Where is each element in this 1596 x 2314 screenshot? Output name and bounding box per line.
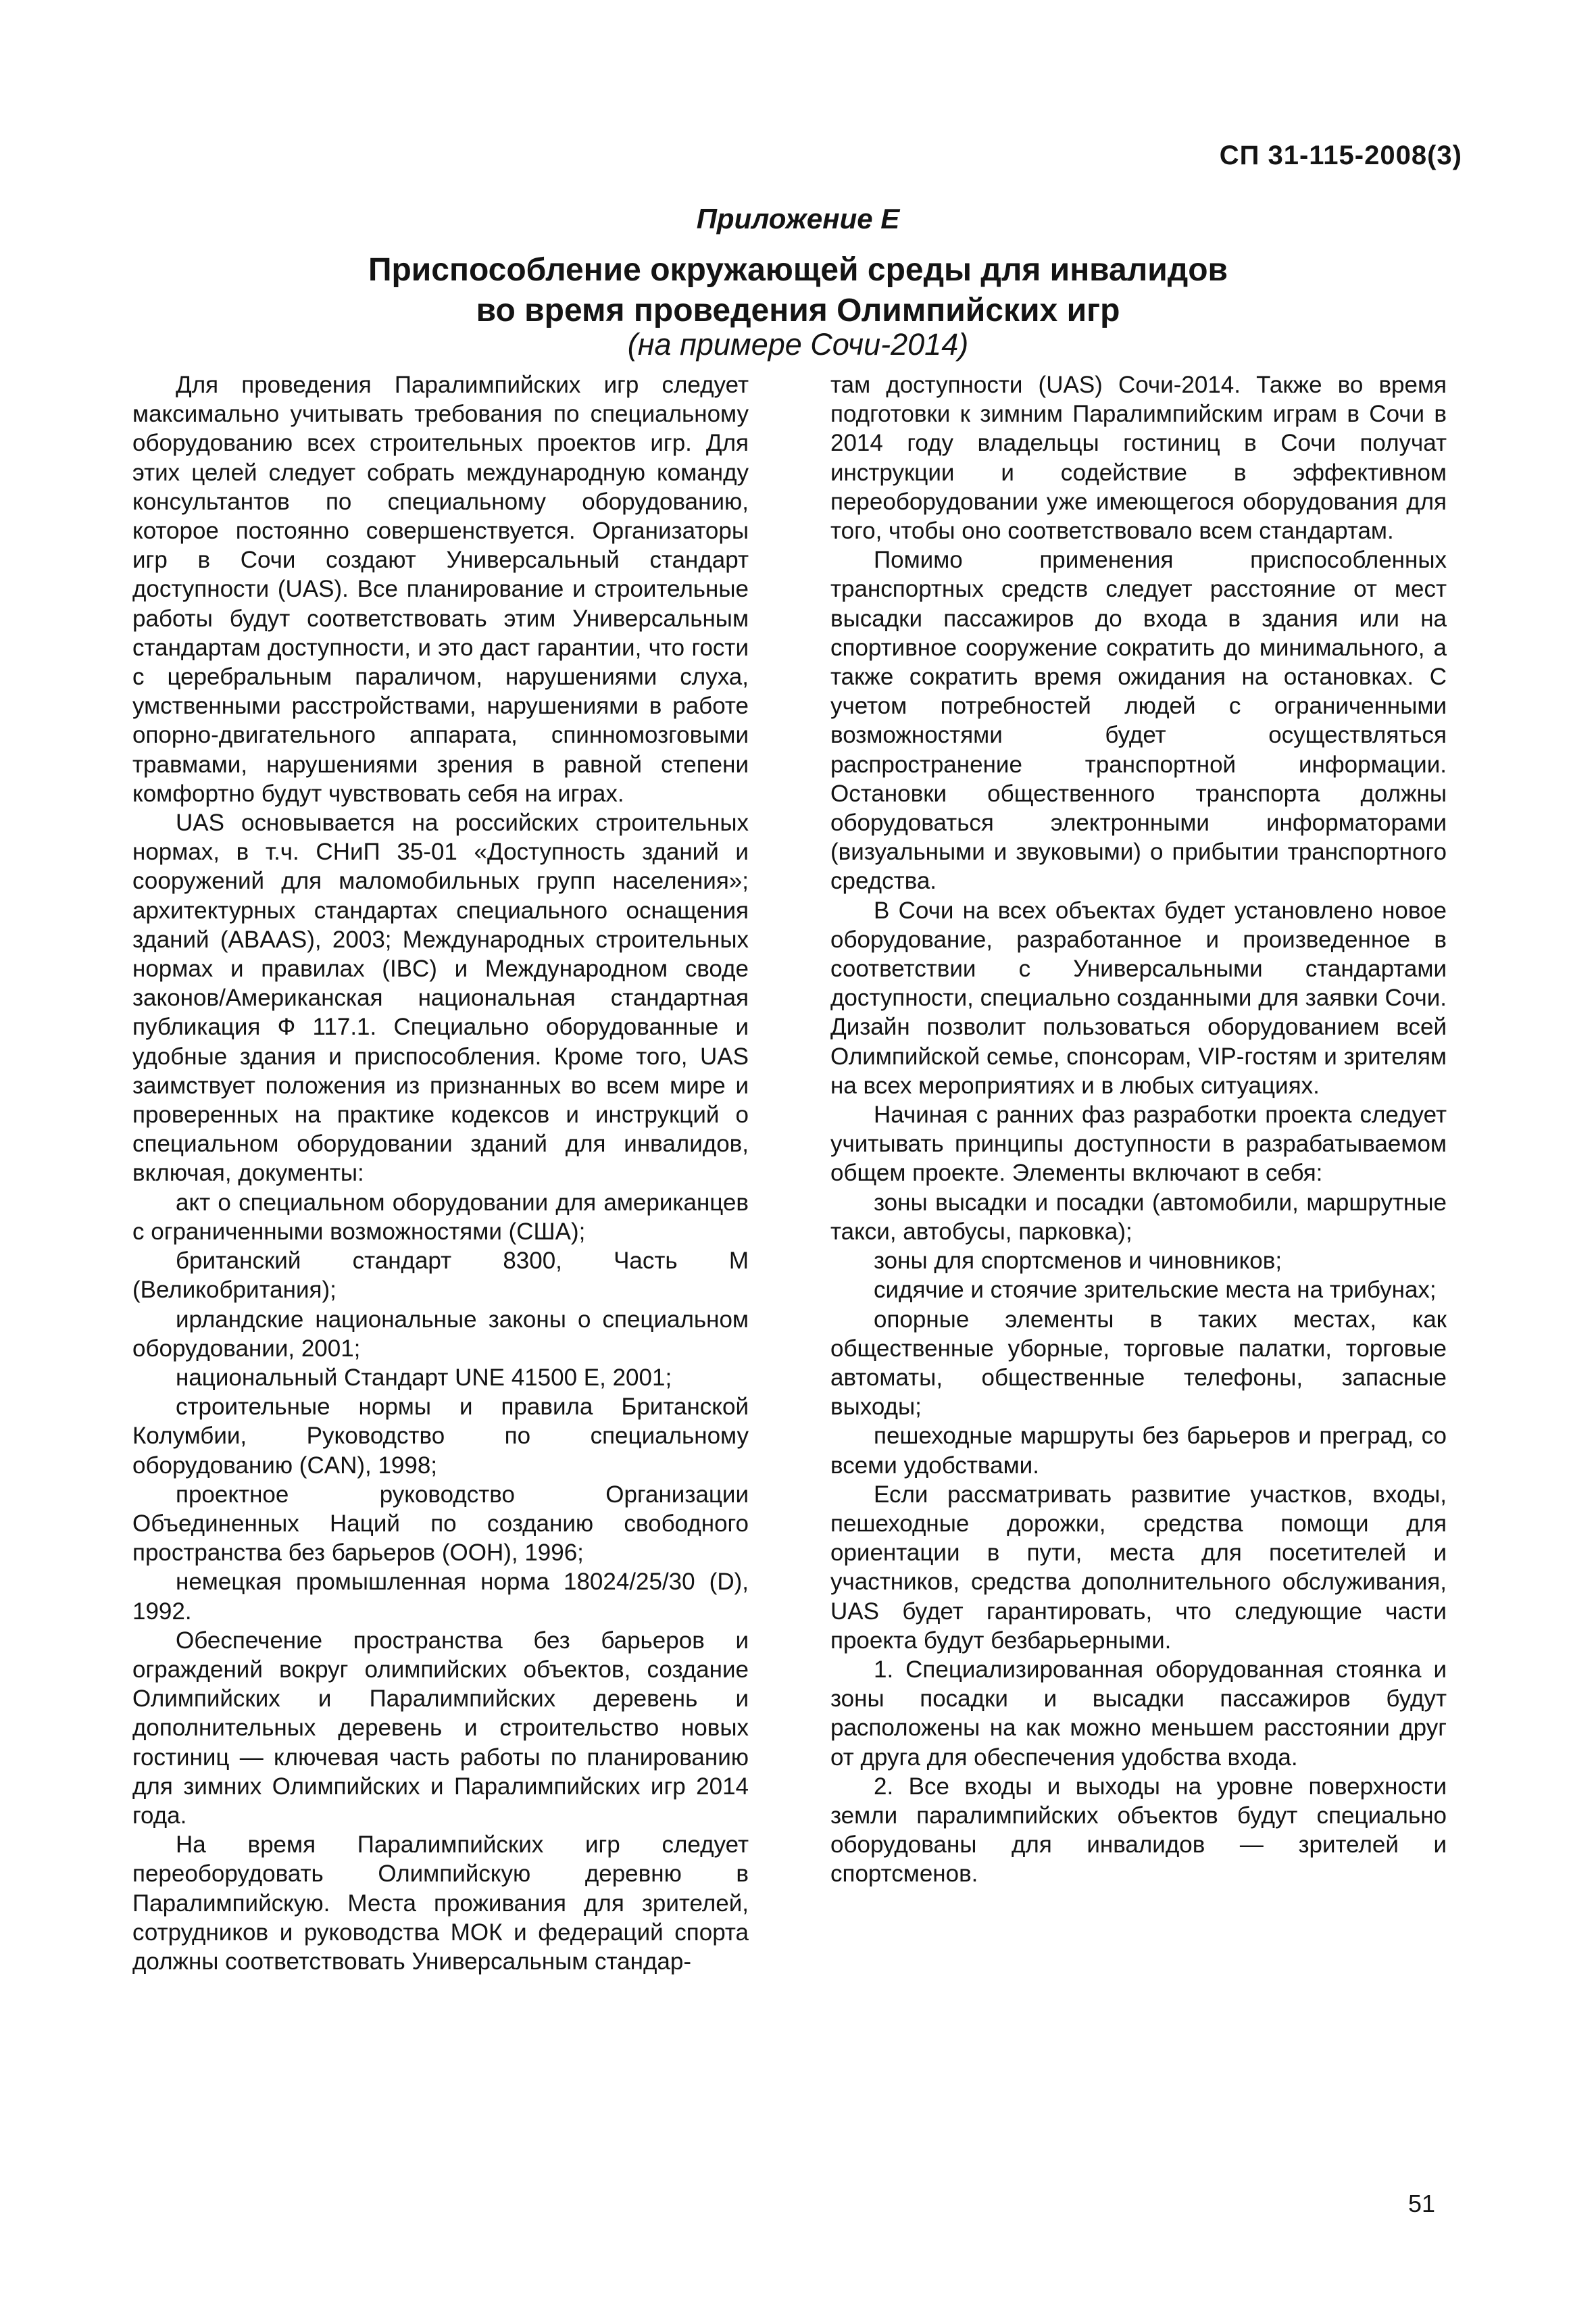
paragraph: На время Паралимпийских игр следует переоборудовать Олимпийскую деревню в Паралимпийскую. Места проживания для зрителей, сотрудников и руководства МОК и федераций спорта должны соответствовать Универсальным стандар- — [132, 1831, 749, 1975]
list-item: ирландские национальные законы о специальном оборудовании, 2001; — [132, 1306, 749, 1362]
list-item: британский стандарт 8300, Часть М (Великобритания); — [132, 1248, 749, 1304]
list-item: строительные нормы и правила Британской Колумбии, Руководство по специальному оборудованию (CAN), 1998; — [132, 1394, 749, 1479]
numbered-item: 2. Все входы и выходы на уровне поверхности земли паралимпийских объектов будут специально оборудованы для инвалидов — зрителей и спортсменов. — [830, 1773, 1447, 1888]
document-code: СП 31-115-2008(3) — [1219, 141, 1462, 170]
list-item: зоны для спортсменов и чиновников; — [874, 1248, 1282, 1275]
appendix-label: Приложение Е — [696, 203, 900, 235]
paragraph-continued: там доступности (UAS) Сочи-2014. Также во время подготовки к зимним Паралимпийским играм в Сочи в 2014 году владельцы гостиниц в Сочи получат инструкции и содействие в эффективном переоборудовании уже имеющегося оборудования для того, чтобы оно соответствовало всем стандартам. — [830, 372, 1447, 545]
paragraph: Начиная с ранних фаз разработки проекта следует учитывать принципы доступности в разрабатываемом общем проекте. Элементы включают в себя: — [830, 1102, 1447, 1187]
paragraph: Помимо применения приспособленных транспортных средств следует расстояние от мест высадки пассажиров до входа в здания или на спортивное сооружение сократить до минимального, а также сократить время ожидания на остановках. С учетом потребностей людей с ограниченными возможностями будет осуществляться распространение транспортной информации. Остановки общественного транспорта должны оборудоваться электронными информаторами (визуальными и звуковыми) о прибытии транспортного средства. — [830, 547, 1447, 895]
list-item: акт о специальном оборудовании для американцев с ограниченными возможностями (США); — [132, 1189, 749, 1245]
title-line-1: Приспособление окружающей среды для инвалидов — [368, 252, 1228, 288]
paragraph: UAS основывается на российских строительных нормах, в т.ч. СНиП 35-01 «Доступность зданий и сооружений для маломобильных групп населения»; архитектурных стандартах специального оснащения зданий (ABAAS), 2003; Международных строительных нормах и правилах (IBC) и Международном своде законов/Американская национальная стандартная публикация Ф 117.1. Специально оборудованные и удобные здания и приспособления. Кроме того, UAS заимствует положения из признанных во всем мире и проверенных на практике кодексов и инструкций о специальном оборудовании зданий для инвалидов, включая, документы: — [132, 810, 749, 1187]
right-column — [830, 370, 1447, 1889]
list-item: сидячие и стоячие зрительские места на трибунах; — [874, 1277, 1437, 1304]
list-item: немецкая промышленная норма 18024/25/30 (D), 1992. — [132, 1569, 749, 1625]
paragraph: В Сочи на всех объектах будет установлено новое оборудование, разработанное и произведенное в соответствии с Универсальными стандартами доступности, специально созданными для заявки Сочи. Дизайн позволит пользоваться оборудованием всей Олимпийской семье, спонсорам, VIP-гостям и зрителям на всех мероприятиях и в любых ситуациях. — [830, 897, 1447, 1099]
page-number: 51 — [1408, 2190, 1436, 2217]
left-column — [132, 370, 749, 1976]
paragraph: Если рассматривать развитие участков, входы, пешеходные дорожки, средства помощи для ориентации в пути, места для посетителей и участников, средства дополнительного обслуживания, UAS будет гарантировать, что следующие части проекта будут безбарьерными. — [830, 1481, 1447, 1654]
list-item: проектное руководство Организации Объединенных Наций по созданию свободного пространства без барьеров (ООН), 1996; — [132, 1481, 749, 1567]
paragraph: Обеспечение пространства без барьеров и ограждений вокруг олимпийских объектов, создание Олимпийских и Паралимпийских деревень и дополнительных деревень и строительство новых гостиниц — ключевая часть работы по планированию для зимних Олимпийских и Паралимпийских игр 2014 года. — [132, 1627, 749, 1829]
paragraph: Для проведения Паралимпийских игр следует максимально учитывать требования по специальному оборудованию всех строительных проектов игр. Для этих целей следует собрать международную команду консультантов по специальному оборудованию, которое постоянно совершенствуется. Организаторы игр в Сочи создают Универсальный стандарт доступности (UAS). Все планирование и строительные работы будут соответствовать этим Универсальным стандартам доступности, и это даст гарантии, что гости с церебральным параличом, нарушениями слуха, умственными расстройствами, нарушениями в работе опорно-двигательного аппарата, спинномозговыми травмами, нарушениями зрения в равной степени комфортно будут чувствовать себя на играх. — [132, 372, 749, 807]
list-item: национальный Стандарт UNE 41500 E, 2001; — [176, 1364, 672, 1391]
numbered-item: 1. Специализированная оборудованная стоянка и зоны посадки и высадки пассажиров будут расположены на как можно меньшем расстоянии друг от друга для обеспечения удобства входа. — [830, 1656, 1447, 1771]
title-line-2: во время проведения Олимпийских игр — [476, 293, 1120, 328]
page-title — [0, 250, 1596, 331]
list-item: пешеходные маршруты без барьеров и преград, со всеми удобствами. — [830, 1423, 1447, 1479]
list-item: зоны высадки и посадки (автомобили, маршрутные такси, автобусы, парковка); — [830, 1189, 1447, 1245]
page-subtitle: (на примере Сочи-2014) — [627, 327, 969, 362]
list-item: опорные элементы в таких местах, как общественные уборные, торговые палатки, торговые автоматы, общественные телефоны, запасные выходы; — [830, 1306, 1447, 1421]
